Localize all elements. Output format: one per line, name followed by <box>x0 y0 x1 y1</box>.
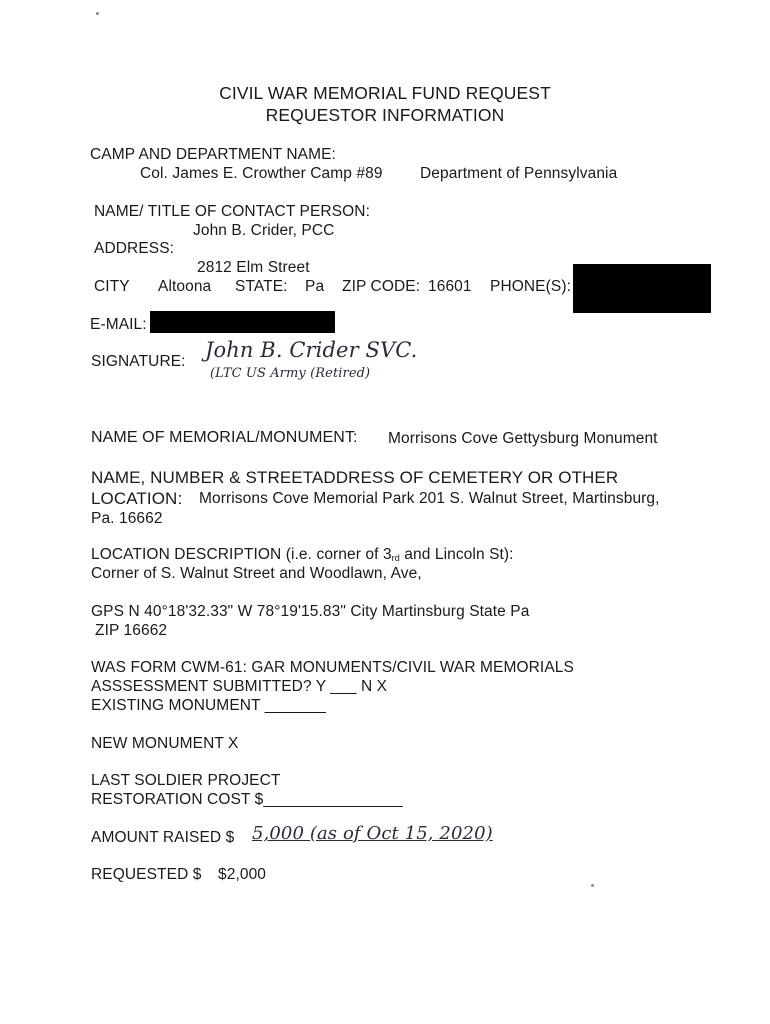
requested-label: REQUESTED $ <box>91 866 202 883</box>
memorial-label: NAME OF MEMORIAL/MONUMENT: <box>91 429 358 446</box>
zip-value: 16601 <box>428 278 472 295</box>
state-value: Pa <box>305 278 325 295</box>
cemetery-label-1: NAME, NUMBER & STREETADDRESS OF CEMETERY OR OTHER <box>91 468 619 487</box>
scan-speck <box>96 12 99 15</box>
department-name: Department of Pennsylvania <box>420 165 618 182</box>
city-label: CITY <box>94 278 130 295</box>
zip-label: ZIP CODE: <box>342 278 421 295</box>
email-label: E-MAIL: <box>90 316 147 333</box>
last-soldier-line-1: LAST SOLDIER PROJECT <box>91 772 281 789</box>
location-label <box>91 546 514 564</box>
camp-label: CAMP AND DEPARTMENT NAME: <box>90 146 336 163</box>
location-label-post: and Lincoln St): <box>399 546 514 563</box>
signature-label: SIGNATURE: <box>91 353 186 370</box>
restoration-cost: RESTORATION COST $________________ <box>91 791 403 808</box>
camp-name: Col. James E. Crowther Camp #89 <box>140 165 383 182</box>
amount-raised-label: AMOUNT RAISED $ <box>91 829 235 846</box>
city-value: Altoona <box>158 278 212 295</box>
signature-handwriting: John B. Crider SVC. <box>205 338 418 362</box>
state-label: STATE: <box>235 278 288 295</box>
page-title-2: REQUESTOR INFORMATION <box>265 105 505 125</box>
cemetery-value-1: Morrisons Cove Memorial Park 201 S. Walnut Street, Martinsburg, <box>199 490 660 507</box>
phone-label: PHONE(S): <box>490 278 571 295</box>
contact-label: NAME/ TITLE OF CONTACT PERSON: <box>94 203 371 220</box>
existing-monument: EXISTING MONUMENT _______ <box>91 697 326 714</box>
phone-redaction <box>573 264 711 313</box>
cemetery-label-2: LOCATION: <box>91 489 183 508</box>
location-label-sup: rd <box>391 553 400 563</box>
signature-handwriting-rank: (LTC US Army (Retired) <box>210 366 371 381</box>
address-label: ADDRESS: <box>94 240 175 257</box>
form-cwm-line-2: ASSSESSMENT SUBMITTED? Y ___ N X <box>91 678 388 695</box>
gps-zip: ZIP 16662 <box>95 622 168 639</box>
email-redaction <box>150 311 335 333</box>
scan-speck <box>591 884 594 887</box>
contact-value: John B. Crider, PCC <box>193 222 335 239</box>
address-street: 2812 Elm Street <box>197 259 310 276</box>
page-title-1: CIVIL WAR MEMORIAL FUND REQUEST <box>219 83 551 103</box>
form-cwm-line-1: WAS FORM CWM-61: GAR MONUMENTS/CIVIL WAR MEMORIALS <box>91 659 574 676</box>
location-label-pre: LOCATION DESCRIPTION (i.e. corner of 3 <box>91 546 392 563</box>
location-value: Corner of S. Walnut Street and Woodlawn, Ave, <box>91 565 422 582</box>
new-monument: NEW MONUMENT X <box>91 735 239 752</box>
amount-raised-handwriting: 5,000 (as of Oct 15, 2020) <box>252 823 493 844</box>
gps-line: GPS N 40°18'32.33" W 78°19'15.83" City Martinsburg State Pa <box>91 603 530 620</box>
requested-value: $2,000 <box>218 866 267 883</box>
memorial-value: Morrisons Cove Gettysburg Monument <box>388 430 658 447</box>
cemetery-value-2: Pa. 16662 <box>91 510 163 527</box>
